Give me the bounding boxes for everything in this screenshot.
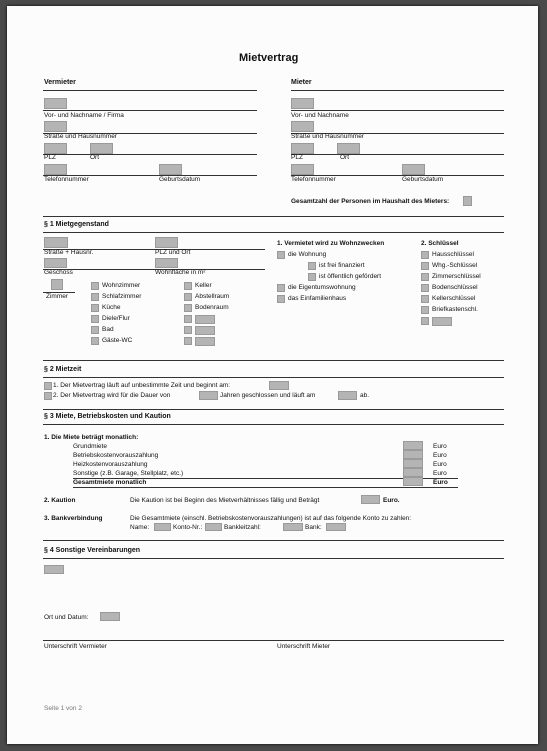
room-checkbox[interactable]: [91, 304, 99, 312]
landlord-name-label: Vor- und Nachname / Firma: [44, 112, 124, 119]
let-checkbox[interactable]: [308, 262, 316, 270]
deposit-label: 2. Kaution: [44, 497, 76, 504]
object-street-field[interactable]: [44, 237, 68, 248]
landlord-birth-field[interactable]: [159, 164, 182, 175]
tenant-name-field[interactable]: [291, 98, 314, 109]
tenant-name-label: Vor- und Nachname: [291, 112, 349, 119]
key-checkbox[interactable]: [421, 262, 429, 270]
room-checkbox[interactable]: [184, 337, 192, 345]
deposit-currency: Euro.: [383, 497, 400, 504]
key-checkbox[interactable]: [421, 251, 429, 259]
divider: [43, 154, 257, 155]
bank-account-label: Konto-Nr.:: [173, 524, 203, 531]
let-option-label: ist frei finanziert: [319, 262, 365, 269]
landlord-plz-label: PLZ: [44, 154, 56, 161]
end-date-field[interactable]: [338, 391, 357, 400]
room-label: Schlafzimmer: [102, 293, 142, 300]
document-title: Mietvertrag: [239, 52, 299, 64]
room-checkbox[interactable]: [91, 282, 99, 290]
total-rent-field[interactable]: [403, 477, 423, 486]
section-divider: [43, 232, 504, 233]
rent-item-label: Sonstige (z.B. Garage, Stellplatz, etc.): [73, 470, 184, 477]
let-checkbox[interactable]: [277, 295, 285, 303]
room-checkbox[interactable]: [184, 304, 192, 312]
persons-label: Gesamtzahl der Personen im Haushalt des Mieters:: [291, 198, 450, 205]
floor-field[interactable]: [44, 258, 67, 268]
room-label: Diele/Flur: [102, 315, 130, 322]
room-label: Abstellraum: [195, 293, 230, 300]
rent-item-label: Betriebskostenvorauszahlung: [73, 452, 159, 459]
divider: [291, 90, 504, 91]
landlord-ort-label: Ort: [90, 154, 100, 161]
tenant-signature-label: Unterschrift Mieter: [277, 643, 331, 650]
let-option-label: das Einfamilienhaus: [288, 295, 347, 302]
let-option-label: die Wohnung: [288, 251, 327, 258]
divider: [291, 154, 504, 155]
place-date-field[interactable]: [100, 612, 120, 621]
tenant-street-label: Straße und Hausnummer: [291, 133, 364, 140]
rooms-label: Zimmer: [46, 293, 69, 300]
tenant-ort-field[interactable]: [337, 143, 360, 154]
let-option-label: die Eigentumswohnung: [288, 284, 356, 291]
room-extra-field[interactable]: [195, 326, 215, 335]
section-4-heading: § 4 Sonstige Vereinbarungen: [44, 547, 141, 554]
key-checkbox[interactable]: [421, 317, 429, 325]
place-date-label: Ort und Datum:: [44, 614, 89, 621]
section-divider: [43, 558, 504, 559]
landlord-street-field[interactable]: [44, 121, 67, 132]
landlord-ort-field[interactable]: [90, 143, 113, 154]
rent-item-field[interactable]: [403, 459, 423, 468]
key-checkbox[interactable]: [421, 295, 429, 303]
landlord-phone-label: Telefonnummer: [44, 176, 89, 183]
object-street-label: Straße + Hausnr.: [44, 249, 94, 256]
bank-label: 3. Bankverbindung: [44, 515, 103, 522]
persons-field[interactable]: [463, 196, 472, 206]
key-checkbox[interactable]: [421, 284, 429, 292]
divider: [43, 110, 257, 111]
tenant-ort-label: Ort: [340, 154, 350, 161]
agreements-field[interactable]: [44, 565, 64, 574]
rent-item-field[interactable]: [403, 468, 423, 477]
total-rent-label: Gesamtmiete monatlich: [73, 479, 147, 486]
key-extra-field[interactable]: [432, 317, 452, 326]
room-label: Keller: [195, 282, 212, 289]
room-label: Gäste-WC: [102, 337, 133, 344]
let-purpose-heading: 1. Vermietet wird zu Wohnzwecken: [277, 240, 385, 247]
term-limited-checkbox[interactable]: [44, 392, 52, 400]
key-checkbox[interactable]: [421, 306, 429, 314]
section-divider: [43, 540, 504, 541]
tenant-phone-field[interactable]: [291, 164, 314, 175]
room-label: Bodenraum: [195, 304, 229, 311]
rent-item-field[interactable]: [403, 450, 423, 459]
rent-item-label: Heizkostenvorauszahlung: [73, 461, 148, 468]
currency-label: Euro: [433, 470, 447, 477]
tenant-street-field[interactable]: [291, 121, 314, 132]
landlord-signature-label: Unterschrift Vermieter: [44, 643, 107, 650]
tenant-birth-label: Geburtsdatum: [402, 176, 444, 183]
room-checkbox[interactable]: [184, 282, 192, 290]
room-label: Küche: [102, 304, 121, 311]
landlord-phone-field[interactable]: [44, 164, 67, 175]
room-checkbox[interactable]: [184, 293, 192, 301]
room-checkbox[interactable]: [184, 315, 192, 323]
room-extra-field[interactable]: [195, 337, 215, 346]
keys-heading: 2. Schlüssel: [421, 240, 459, 247]
rooms-field[interactable]: [51, 279, 63, 290]
section-divider: [43, 216, 504, 217]
tenant-plz-label: PLZ: [291, 154, 303, 161]
section-2-heading: § 2 Mietzeit: [44, 366, 82, 373]
bank-account-field[interactable]: [205, 523, 222, 531]
term-limited-label-3: ab.: [360, 392, 370, 399]
tenant-birth-field[interactable]: [402, 164, 425, 175]
rent-item-field[interactable]: [403, 441, 423, 450]
tenant-plz-field[interactable]: [291, 143, 314, 154]
room-checkbox[interactable]: [91, 315, 99, 323]
let-checkbox[interactable]: [277, 284, 285, 292]
currency-label: Euro: [433, 443, 447, 450]
key-label: Kellerschlüssel: [432, 295, 476, 302]
divider: [43, 269, 265, 270]
term-limited-label: 2. Der Mietvertrag wird für die Dauer von: [53, 392, 171, 399]
bank-name-field[interactable]: [154, 523, 171, 531]
area-label: Wohnfläche in m²: [155, 269, 206, 276]
section-divider: [43, 360, 504, 361]
key-label: Bodenschlüssel: [432, 284, 478, 291]
page-footer: Seite 1 von 2: [44, 705, 82, 712]
let-checkbox[interactable]: [277, 251, 285, 259]
landlord-birth-label: Geburtsdatum: [159, 176, 201, 183]
key-label: Briefkastenschl.: [432, 306, 478, 313]
divider: [291, 110, 504, 111]
let-checkbox[interactable]: [308, 273, 316, 281]
currency-label: Euro: [433, 452, 447, 459]
term-unlimited-checkbox[interactable]: [44, 382, 52, 390]
duration-field[interactable]: [199, 391, 218, 400]
room-extra-field[interactable]: [195, 315, 215, 324]
key-label: Zimmerschlüssel: [432, 273, 481, 280]
section-divider: [43, 377, 504, 378]
rent-heading: 1. Die Miete beträgt monatlich:: [44, 434, 139, 441]
room-label: Bad: [102, 326, 114, 333]
tenant-heading: Mieter: [291, 79, 312, 86]
key-label: Whg.-Schlüssel: [432, 262, 478, 269]
bank-code-label: Bankleitzahl:: [224, 524, 261, 531]
room-label: Wohnzimmer: [102, 282, 141, 289]
currency-label: Euro: [433, 479, 448, 486]
area-field[interactable]: [155, 258, 178, 268]
room-checkbox[interactable]: [91, 337, 99, 345]
landlord-street-label: Straße und Hausnummer: [44, 133, 117, 140]
section-3-heading: § 3 Miete, Betriebskosten und Kaution: [44, 413, 171, 420]
signature-line: [43, 640, 504, 641]
key-checkbox[interactable]: [421, 273, 429, 281]
object-plz-label: PLZ und Ort: [155, 249, 191, 256]
tenant-phone-label: Telefonnummer: [291, 176, 336, 183]
bank-code-field[interactable]: [283, 523, 303, 531]
bank-text: Die Gesamtmiete (einschl. Betriebskostenvorauszahlungen) ist auf das folgende Konto zu zahlen:: [130, 515, 412, 522]
bank-name-label: Name:: [130, 524, 150, 531]
rent-item-label: Grundmiete: [73, 443, 107, 450]
start-date-field[interactable]: [269, 381, 289, 390]
floor-label: Geschoss: [44, 269, 73, 276]
room-checkbox[interactable]: [91, 326, 99, 334]
deposit-field[interactable]: [361, 495, 380, 504]
term-unlimited-label: 1. Der Mietvertrag läuft auf unbestimmte Zeit und beginnt am:: [53, 382, 231, 389]
landlord-heading: Vermieter: [44, 79, 76, 86]
currency-label: Euro: [433, 461, 447, 468]
section-divider: [43, 409, 504, 410]
section-1-heading: § 1 Mietgegenstand: [44, 221, 109, 228]
key-label: Hausschlüssel: [432, 251, 474, 258]
deposit-text: Die Kaution ist bei Beginn des Mietverhältnisses fällig und Beträgt: [130, 497, 320, 504]
section-divider: [43, 424, 504, 425]
term-limited-label-2: Jahren geschlossen und läuft am: [220, 392, 316, 399]
document-page: [7, 6, 538, 744]
divider: [73, 487, 458, 488]
room-checkbox[interactable]: [184, 326, 192, 334]
object-plz-field[interactable]: [155, 237, 178, 248]
room-checkbox[interactable]: [91, 293, 99, 301]
bank-bank-label: Bank:: [305, 524, 322, 531]
landlord-name-field[interactable]: [44, 98, 67, 109]
landlord-plz-field[interactable]: [44, 143, 67, 154]
bank-bank-field[interactable]: [326, 523, 346, 531]
let-option-label: ist öffentlich gefördert: [319, 273, 382, 280]
divider: [43, 90, 257, 91]
